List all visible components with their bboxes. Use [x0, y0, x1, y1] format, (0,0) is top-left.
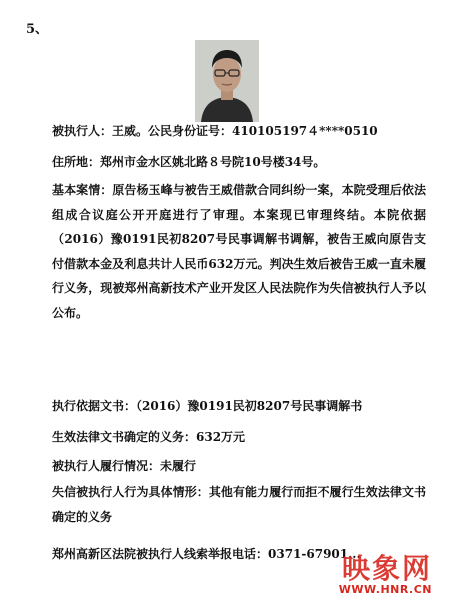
watermark [339, 554, 432, 596]
watermark-url: WWW.HNR.CN [338, 583, 432, 596]
watermark-logo: 映象网 [341, 552, 432, 585]
case-paragraph: 基本案情：原告杨玉峰与被告王威借款合同纠纷一案，本院受理后依法组成合议庭公开开庭进行了审理。本案现已审理终结。本院依据（2016）豫0191民初8207号民事调解书调解，被告王威向原告支付借款本金及利息共计人民币632万元。判决生效后被告王威一直未履行义务，现被郑州高新技术产业开发区人民法院作为失信被执行人予以公布。 [52, 183, 426, 320]
obligation-line: 生效法律文书确定的义务：632万元 [52, 430, 246, 444]
person-photo [195, 40, 259, 122]
entry-number: 5、 [26, 22, 49, 37]
basis-document-line: 执行依据文书：（2016）豫0191民初8207号民事调解书 [52, 399, 363, 413]
performance-line: 被执行人履行情况：未履行 [52, 459, 197, 473]
hotline-line: 郑州高新区法院被执行人线索举报电话：0371-67901... [52, 547, 361, 561]
dishonesty-paragraph: 失信被执行人行为具体情形：其他有能力履行而拒不履行生效法律文书确定的义务 [52, 485, 426, 524]
executed-person-line: 被执行人：王威。公民身份证号：410105197４****0510 [52, 124, 378, 138]
residence-line: 住所地：郑州市金水区姚北路８号院10号楼34号。 [52, 155, 326, 169]
